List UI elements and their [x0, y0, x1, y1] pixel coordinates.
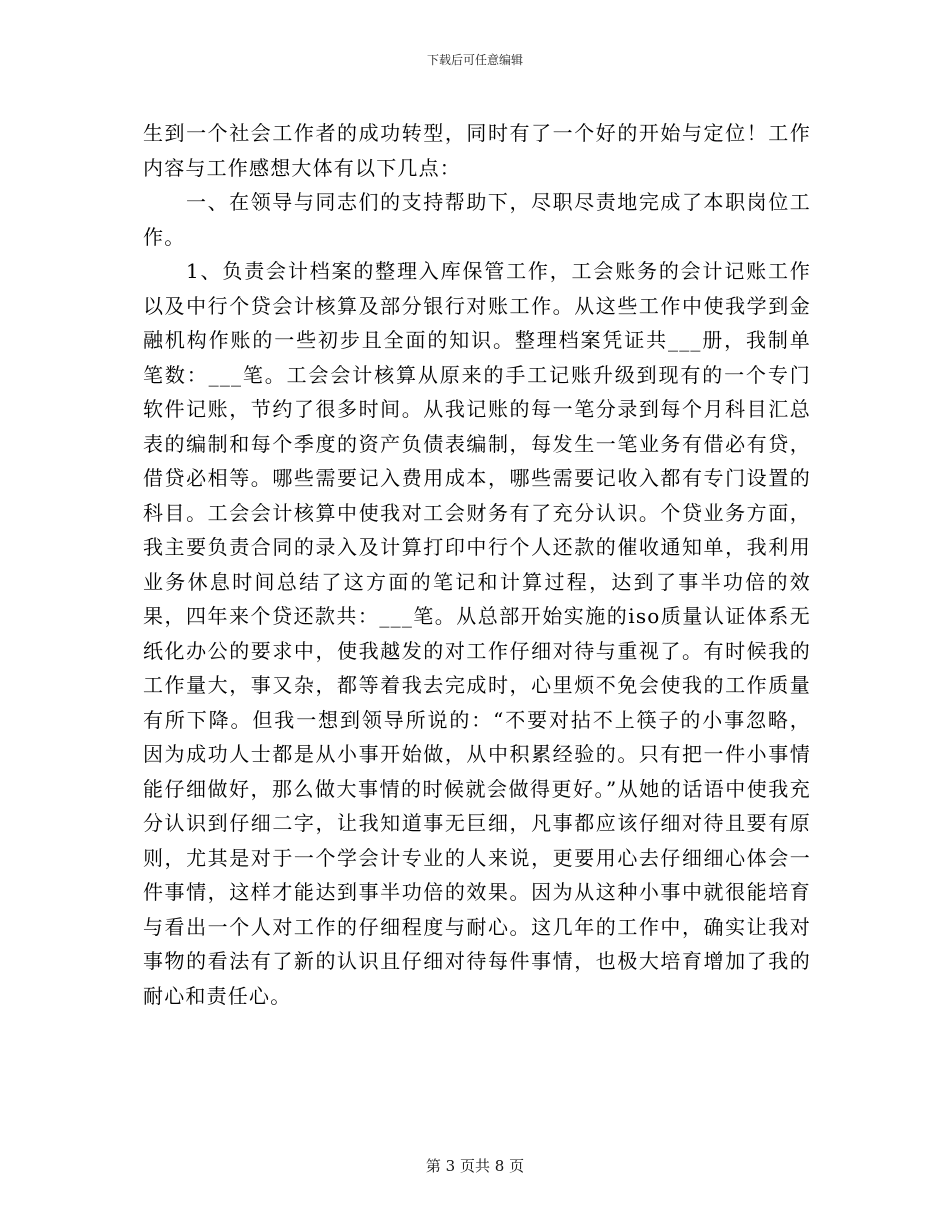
paragraph-continuation: 生到一个社会工作者的成功转型，同时有了一个好的开始与定位！工作内容与工作感想大体有以下几点： [143, 121, 811, 180]
paragraph-section-heading: 一、在领导与同志们的支持帮助下，尽职尽责地完成了本职岗位工作。 [143, 190, 811, 249]
paragraph-item-1: 1、负责会计档案的整理入库保管工作，工会账务的会计记账工作以及中行个贷会计核算及部分银行对账工作。从这些工作中使我学到金融机构作账的一些初步且全面的知识。整理档案凭证共___册，我制单笔数：___笔。工会会计核算从原来的手工记账升级到现有的一个专门软件记账，节约了很多时间。从我记账的每一笔分录到每个月科目汇总表的编制和每个季度的资产负债表编制，每发生一笔业务有借必有贷，借贷必相等。哪些需要记入费用成本，哪些需要记收入都有专门设置的科目。工会会计核算中使我对工会财务有了充分认识。个贷业务方面，我主要负责合同的录入及计算打印中行个人还款的催收通知单，我利用业务休息时间总结了这方面的笔记和计算过程，达到了事半功倍的效果，四年来个贷还款共：___笔。从总部开始实施的iso质量认证体系无纸化办公的要求中，使我越发的对工作仔细对待与重视了。有时候我的工作量大，事又杂，都等着我去完成时，心里烦不免会使我的工作质量有所下降。但我一想到领导所说的：“不要对拈不上筷子的小事忽略，因为成功人士都是从小事开始做，从中积累经验的。只有把一件小事情能仔细做好，那么做大事情的时候就会做得更好。”从她的话语中使我充分认识到仔细二字，让我知道事无巨细，凡事都应该仔细对待且要有原则，尤其是对于一个学会计专业的人来说，更要用心去仔细细心体会一件事情，这样才能达到事半功倍的效果。因为从这种小事中就很能培育与看出一个人对工作的仔细程度与耐心。这几年的工作中，确实让我对事物的看法有了新的认识且仔细对待每件事情，也极大培育增加了我的耐心和责任心。 [143, 259, 811, 1008]
document-body [143, 116, 811, 1013]
page-header: 下载后可任意编辑 [426, 53, 523, 67]
page-footer: 第 3 页共 8 页 [425, 1157, 525, 1175]
